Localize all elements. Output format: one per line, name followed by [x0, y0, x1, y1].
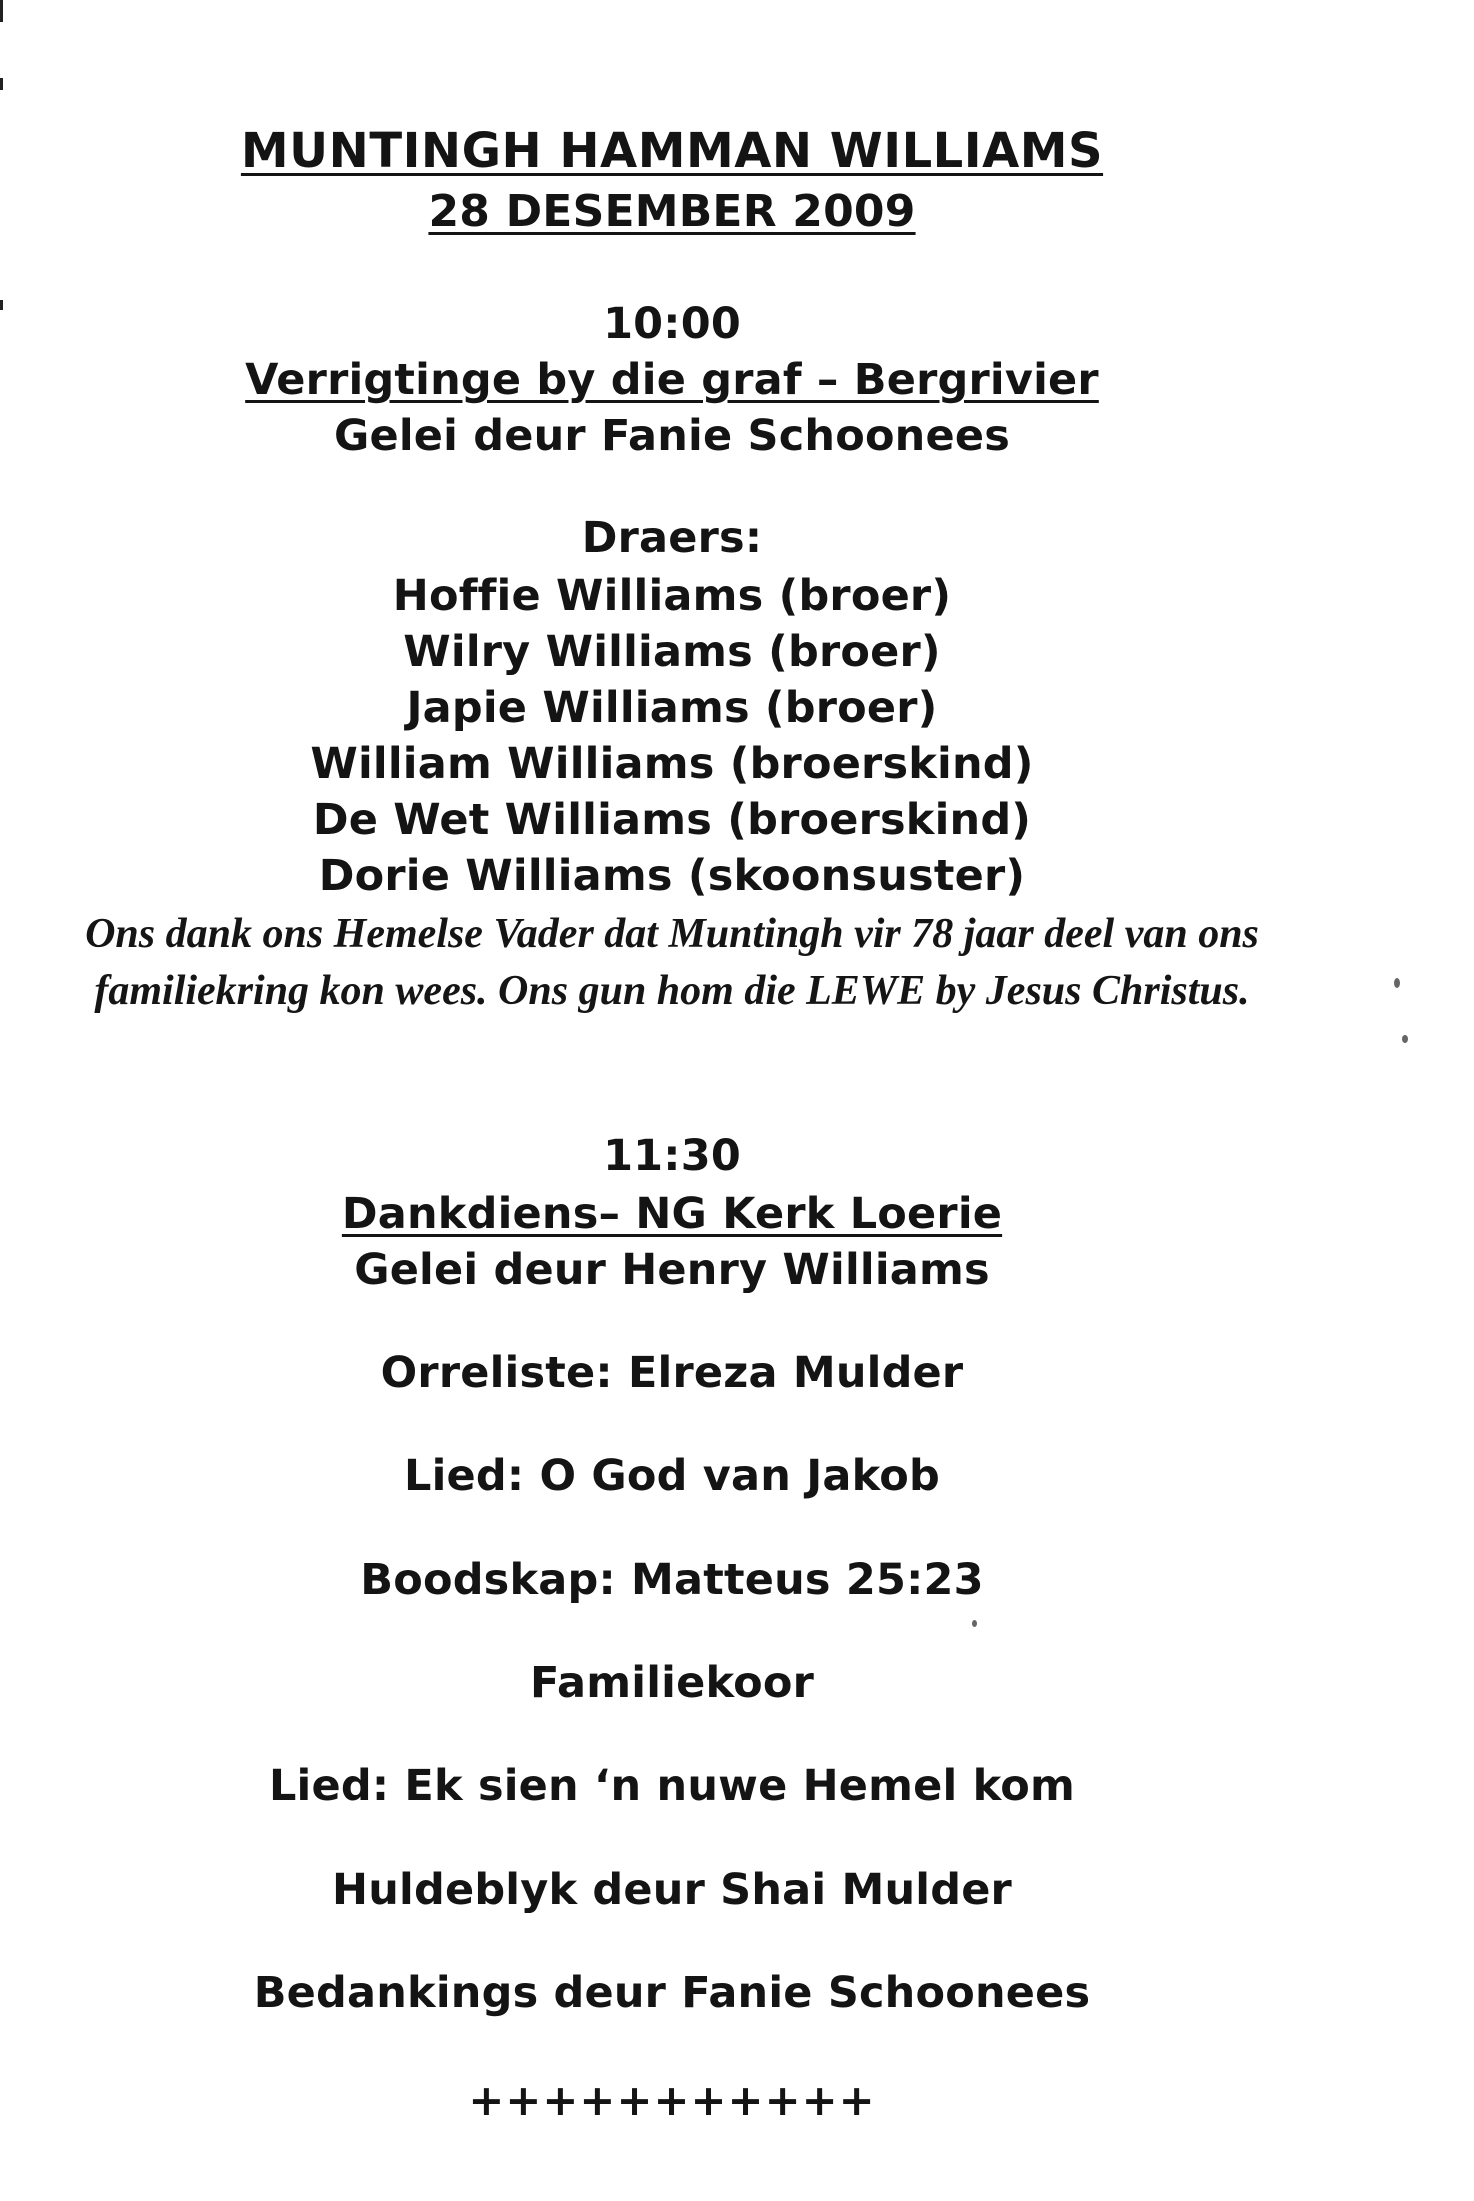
scan-edge-mark	[0, 0, 3, 22]
graveside-time: 10:00	[603, 299, 741, 349]
bearer-name: Wilry Williams (broer)	[403, 627, 941, 677]
bearer-name: Hoffie Williams (broer)	[392, 571, 952, 621]
scan-speck	[972, 1620, 977, 1627]
bearer-name: De Wet Williams (broerskind)	[312, 795, 1032, 845]
service-item-hymn: Lied: O God van Jakob	[404, 1451, 940, 1501]
scan-speck	[1402, 1035, 1408, 1043]
bearers-heading: Draers:	[581, 513, 763, 563]
deceased-name-title: MUNTINGH HAMMAN WILLIAMS	[240, 123, 1104, 179]
graveside-officiant: Gelei deur Fanie Schoonees	[333, 411, 1011, 461]
scan-speck	[1394, 978, 1400, 988]
service-item-organist: Orreliste: Elreza Mulder	[380, 1348, 964, 1398]
service-heading: Dankdiens– NG Kerk Loerie	[341, 1189, 1003, 1239]
service-item-choir: Familiekoor	[530, 1658, 814, 1708]
service-date: 28 DESEMBER 2009	[428, 186, 916, 237]
service-time: 11:30	[603, 1131, 741, 1181]
service-item-thanks: Bedankings deur Fanie Schoonees	[253, 1968, 1091, 2018]
service-item-tribute: Huldeblyk deur Shai Mulder	[332, 1865, 1012, 1915]
service-item-hymn: Lied: Ek sien ‘n nuwe Hemel kom	[268, 1761, 1076, 1811]
closing-cross-row: +++++++++++	[468, 2076, 876, 2126]
bearer-name: William Williams (broerskind)	[310, 739, 1034, 789]
scan-edge-mark	[0, 78, 3, 90]
service-officiant: Gelei deur Henry Williams	[354, 1245, 990, 1295]
graveside-heading: Verrigtinge by die graf – Bergrivier	[245, 355, 1099, 405]
bearer-name: Dorie Williams (skoonsuster)	[318, 851, 1026, 901]
tribute-text: Ons dank ons Hemelse Vader dat Muntingh vir 78 jaar deel van ons familiekring kon wees. Ons gun hom die LEWE by Jesus Christus.	[85, 911, 1259, 1014]
service-item-message: Boodskap: Matteus 25:23	[360, 1555, 984, 1605]
bearer-name: Japie Williams (broer)	[406, 683, 938, 733]
